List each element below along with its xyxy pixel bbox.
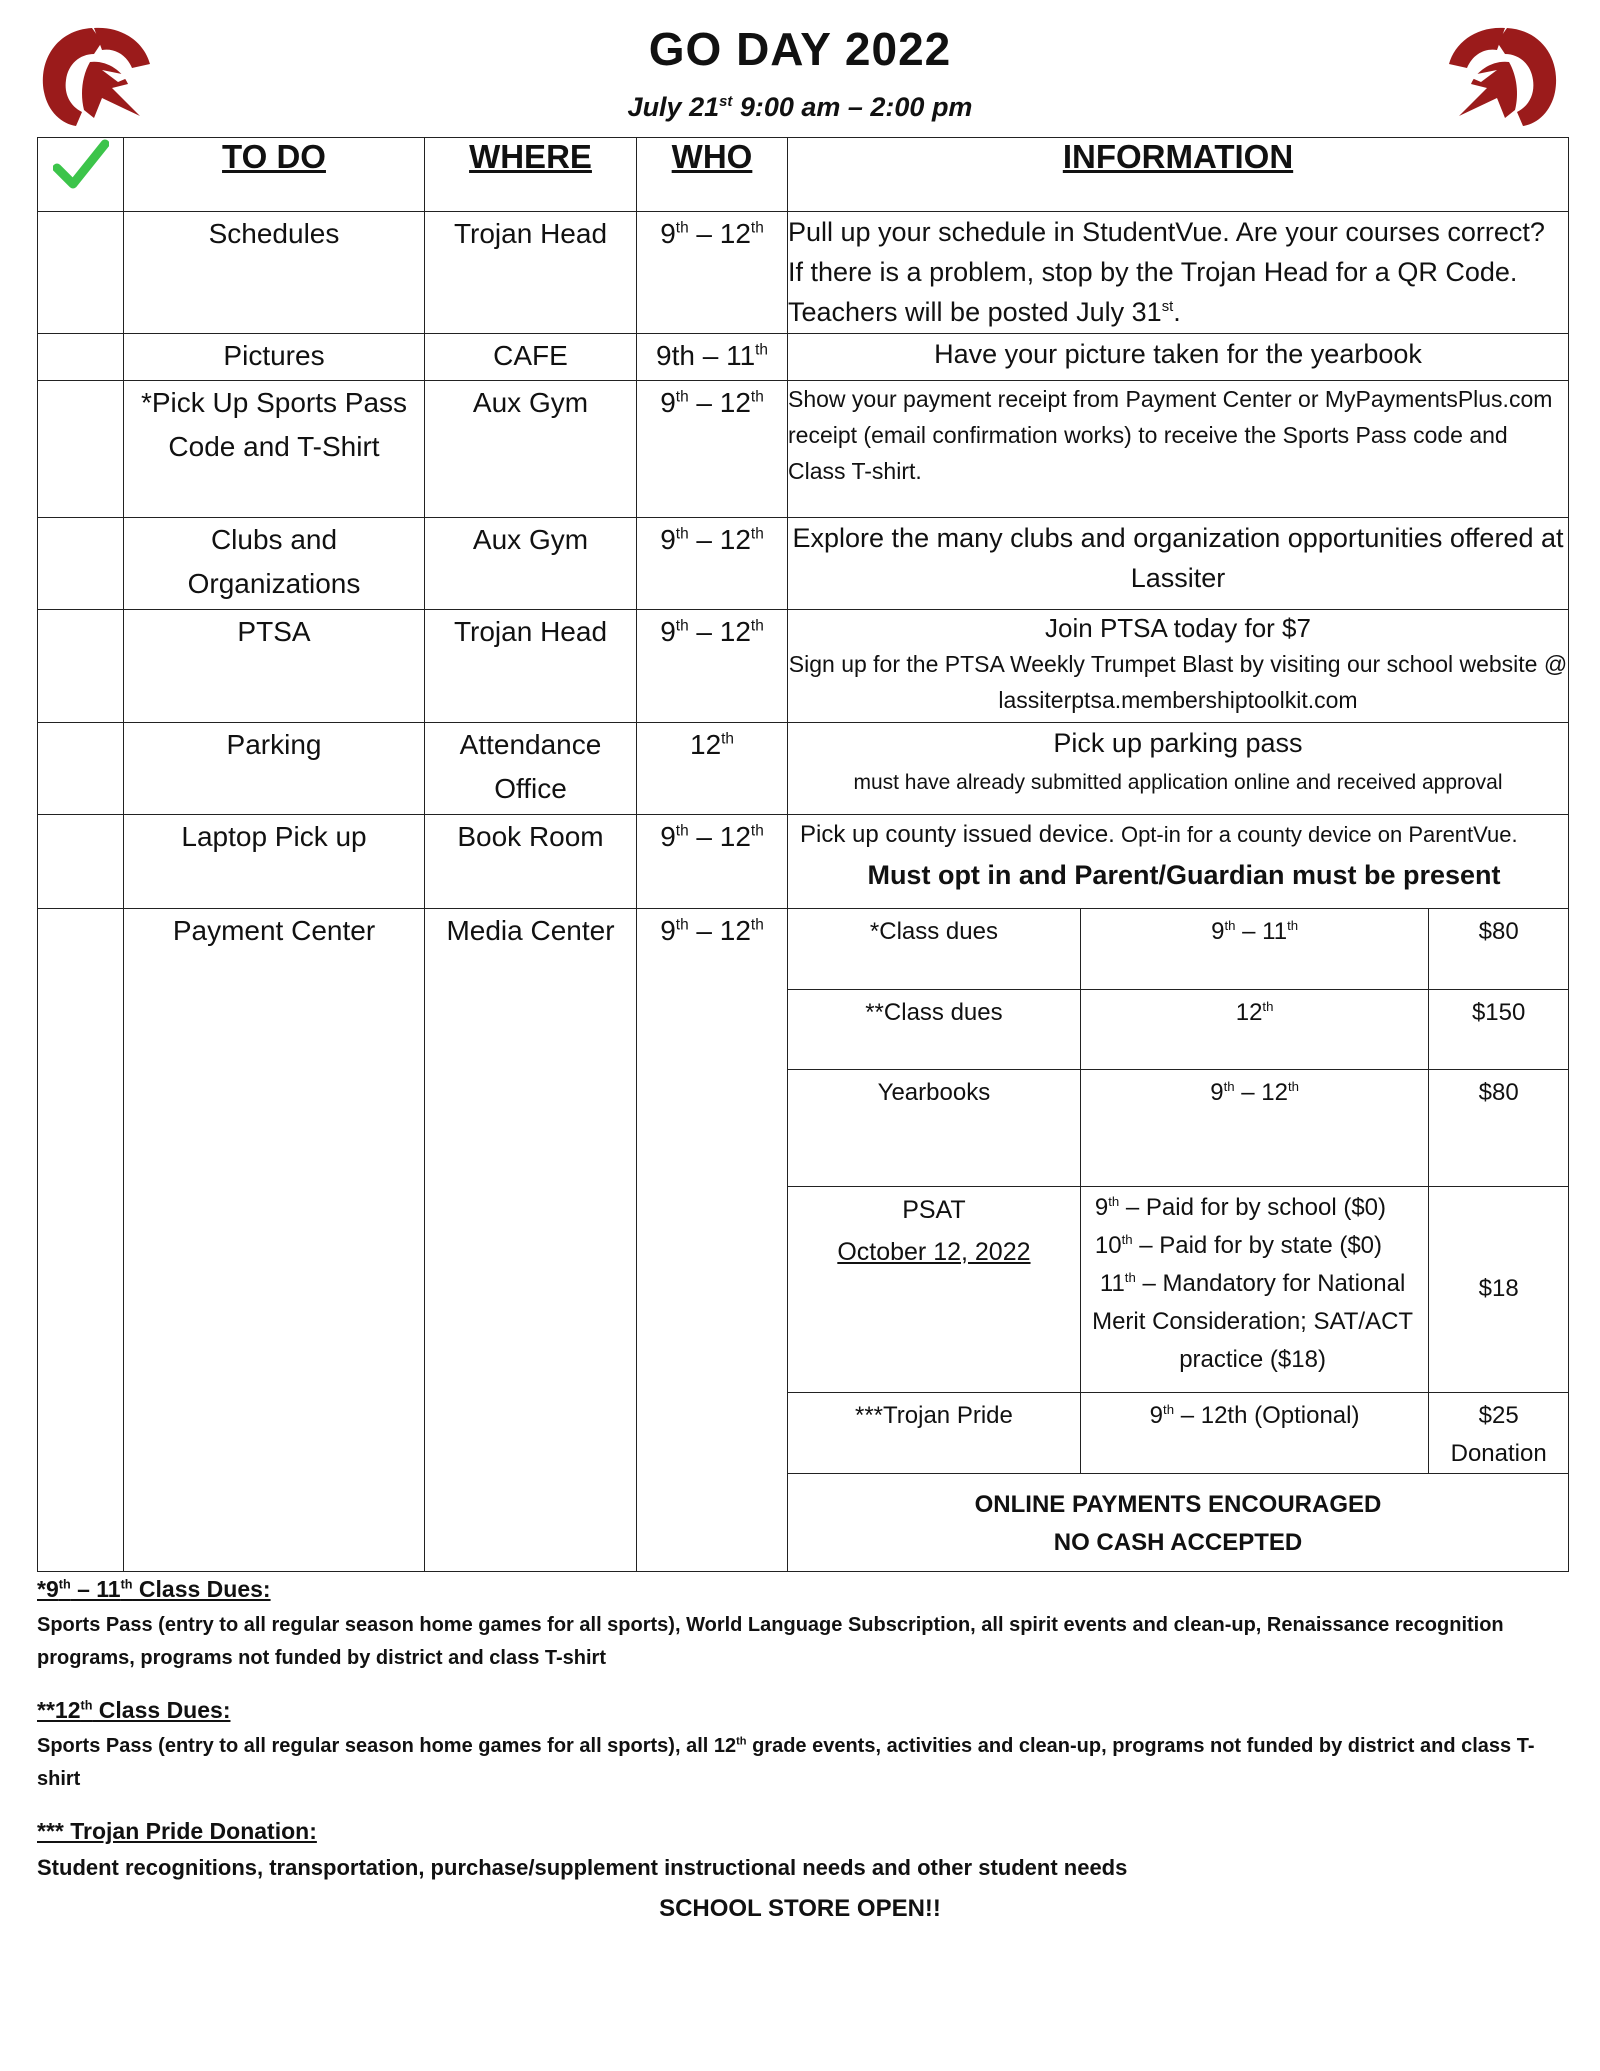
checkbox-cell[interactable] <box>38 518 124 610</box>
todo-cell: *Pick Up Sports Pass Code and T-Shirt <box>124 381 425 518</box>
where-cell: Book Room <box>425 815 637 909</box>
payment-row <box>788 1392 1568 1473</box>
who-cell: 9th – 12th <box>637 909 788 1572</box>
payment-notice-row <box>788 1473 1568 1571</box>
note-class-dues-9-11 <box>37 1576 1568 1675</box>
where-cell: Media Center <box>425 909 637 1572</box>
table-row <box>38 610 1569 723</box>
payment-table <box>788 909 1568 1571</box>
event-date-time: July 21st 9:00 am – 2:00 pm <box>627 92 973 122</box>
check-column-header <box>38 138 124 212</box>
information-cell: Have your picture taken for the yearbook <box>788 334 1569 381</box>
school-store-notice: SCHOOL STORE OPEN!! <box>659 1895 941 1922</box>
todo-cell: Pictures <box>124 334 425 381</box>
payment-row-psat <box>788 1186 1568 1392</box>
table-row <box>38 909 1569 1572</box>
information-cell: Show your payment receipt from Payment Center or MyPaymentsPlus.com receipt (email confirmation works) to receive the Sports Pass code and Class T-shirt. <box>788 381 1569 518</box>
payment-grades: 9th – 12th (Optional) <box>1080 1392 1428 1473</box>
who-header: WHO <box>637 138 788 212</box>
todo-cell: Clubs and Organizations <box>124 518 425 610</box>
checkbox-cell[interactable] <box>38 212 124 334</box>
payment-table-cell <box>788 909 1569 1572</box>
payment-row <box>788 989 1568 1069</box>
note-class-dues-12 <box>37 1697 1568 1796</box>
where-header: WHERE <box>425 138 637 212</box>
todo-cell: PTSA <box>124 610 425 723</box>
table-row <box>38 381 1569 518</box>
todo-cell: Schedules <box>124 212 425 334</box>
where-cell: Aux Gym <box>425 518 637 610</box>
who-cell: 9th – 11th <box>637 334 788 381</box>
checkbox-cell[interactable] <box>38 334 124 381</box>
information-cell: Join PTSA today for $7 Sign up for the PTSA Weekly Trumpet Blast by visiting our school website @ lassiterptsa.membershiptoolkit.com <box>788 610 1569 723</box>
who-cell: 9th – 12th <box>637 212 788 334</box>
todo-cell: Payment Center <box>124 909 425 1572</box>
table-row <box>38 723 1569 815</box>
note-trojan-pride <box>37 1818 1568 1884</box>
checkbox-cell[interactable] <box>38 610 124 723</box>
payment-amount: $80 <box>1429 1069 1568 1186</box>
note-heading: *9th – 11th Class Dues: <box>37 1576 271 1602</box>
note-body: Sports Pass (entry to all regular season home games for all sports), World Language Subscription, all spirit events and clean-up, Renaissance recognition programs, programs not funded by district and class T-shirt <box>37 1614 1504 1669</box>
information-cell: Pick up parking pass must have already submitted application online and received approval <box>788 723 1569 815</box>
payment-grades: 12th <box>1080 989 1428 1069</box>
note-heading: **12th Class Dues: <box>37 1697 231 1723</box>
payment-item: Yearbooks <box>788 1069 1080 1186</box>
table-row <box>38 334 1569 381</box>
table-header-row <box>38 138 1569 212</box>
information-cell: Pull up your schedule in StudentVue. Are your courses correct? If there is a problem, stop by the Trojan Head for a QR Code. Teachers will be posted July 31st. <box>788 212 1569 334</box>
where-cell: Trojan Head <box>425 212 637 334</box>
payment-row <box>788 1069 1568 1186</box>
note-heading: *** Trojan Pride Donation: <box>37 1818 317 1844</box>
ptsa-website-link[interactable]: lassiterptsa.membershiptoolkit.com <box>998 687 1358 713</box>
todo-cell: Laptop Pick up <box>124 815 425 909</box>
todo-header: TO DO <box>124 138 425 212</box>
information-cell: Explore the many clubs and organization opportunities offered at Lassiter <box>788 518 1569 610</box>
checkbox-cell[interactable] <box>38 723 124 815</box>
page-title: GO DAY 2022 <box>648 23 952 75</box>
who-cell: 9th – 12th <box>637 610 788 723</box>
go-day-table <box>37 137 1569 1572</box>
where-cell: CAFE <box>425 334 637 381</box>
who-cell: 12th <box>637 723 788 815</box>
information-header: INFORMATION <box>788 138 1569 212</box>
checkbox-cell[interactable] <box>38 909 124 1572</box>
table-row <box>38 815 1569 909</box>
who-cell: 9th – 12th <box>637 381 788 518</box>
payment-amount: $150 <box>1429 989 1568 1069</box>
where-cell: Trojan Head <box>425 610 637 723</box>
where-cell: Aux Gym <box>425 381 637 518</box>
note-body: Sports Pass (entry to all regular season home games for all sports), all 12th grade events, activities and clean-up, programs not funded by district and class T-shirt <box>37 1735 1535 1790</box>
payment-item: PSAT October 12, 2022 <box>788 1186 1080 1392</box>
payment-row <box>788 909 1568 989</box>
where-cell: Attendance Office <box>425 723 637 815</box>
check-icon <box>53 138 109 192</box>
psat-date: October 12, 2022 <box>837 1237 1031 1266</box>
table-row <box>38 518 1569 610</box>
checkbox-cell[interactable] <box>38 815 124 909</box>
table-row <box>38 212 1569 334</box>
payment-notice: ONLINE PAYMENTS ENCOURAGED NO CASH ACCEPTED <box>788 1473 1568 1571</box>
todo-cell: Parking <box>124 723 425 815</box>
payment-item: ***Trojan Pride <box>788 1392 1080 1473</box>
payment-item: **Class dues <box>788 989 1080 1069</box>
payment-item: *Class dues <box>788 909 1080 989</box>
payment-grades: 9th – 12th <box>1080 1069 1428 1186</box>
payment-amount: $18 <box>1429 1186 1568 1392</box>
who-cell: 9th – 12th <box>637 518 788 610</box>
payment-grades: 9th – Paid for by school ($0) 10th – Paid for by state ($0) 11th – Mandatory for National Merit Consideration; SAT/ACT practice ($18) <box>1080 1186 1428 1392</box>
note-body: Student recognitions, transportation, purchase/supplement instructional needs and other student needs <box>37 1855 1128 1880</box>
payment-amount: $25 Donation <box>1429 1392 1568 1473</box>
payment-grades: 9th – 11th <box>1080 909 1428 989</box>
information-cell: Pick up county issued device. Opt-in for a county device on ParentVue. Must opt in and Parent/Guardian must be present <box>788 815 1569 909</box>
checkbox-cell[interactable] <box>38 381 124 518</box>
payment-amount: $80 <box>1429 909 1568 989</box>
who-cell: 9th – 12th <box>637 815 788 909</box>
